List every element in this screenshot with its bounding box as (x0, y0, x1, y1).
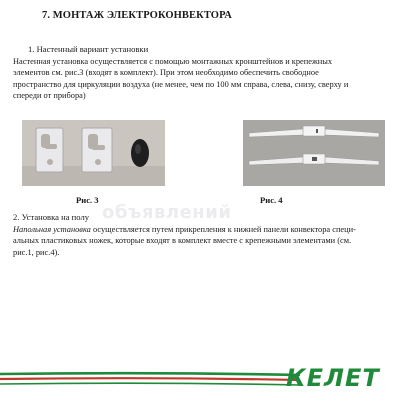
watermark: объявлений (102, 202, 232, 223)
paragraph-line: рис.1, рис.4). (13, 247, 60, 257)
italic-term: Напольная установка (13, 225, 91, 234)
paragraph-text: осуществляется путем прикрепления к нижней панели конвектора специ- (90, 225, 356, 234)
paragraph-line (13, 224, 391, 235)
paragraph-line: Настенная установка осуществляется с помощью монтажных кронштейнов и крепежных (13, 57, 333, 66)
floor-install-paragraph (13, 224, 391, 258)
legs-photo (243, 120, 385, 186)
paragraph-line: спереди от прибора) (13, 90, 86, 100)
paragraph-line: альных пластиковых ножек, которые входят в комплект вместе с крепежными элементами (см. (13, 236, 352, 246)
paragraph-line: пространство для циркуляции воздуха (не менее, чем по 100 мм справа, слева, снизу, сверху и (13, 79, 349, 89)
paragraph-line: элементов см. рис.3 (входят в комплект). При этом необходимо обеспечить свободное (13, 68, 319, 78)
figure-3-caption: Рис. 3 (76, 195, 99, 205)
wall-install-paragraph (13, 56, 391, 101)
legs-illustration (243, 120, 385, 186)
brand-logo: КЕЛЕТ (286, 364, 380, 392)
subsection-title-floor: 2. Установка на полу (13, 212, 90, 222)
figure-4-caption: Рис. 4 (260, 195, 283, 205)
brackets-illustration (22, 120, 165, 186)
subsection-title-wall: 1. Настенный вариант установки (28, 44, 149, 54)
brackets-photo (22, 120, 165, 186)
section-heading: 7. МОНТАЖ ЭЛЕКТРОКОНВЕКТОРА (42, 10, 232, 21)
